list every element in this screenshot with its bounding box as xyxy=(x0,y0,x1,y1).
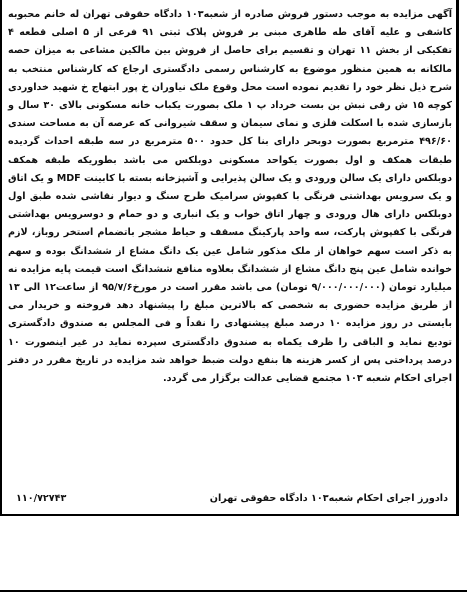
bottom-divider xyxy=(0,590,467,592)
auction-notice-text: آگهی مزایده به موجب دستور فروش صادره از شعبه۱۰۳ دادگاه حقوقی تهران له خانم محبوبه کاشفی و علیه آقای طه طاهری مبنی بر فروش پلاک ثبتی ۹۱ فرعی از ۵ اصلی قطعه ۴ تفکیکی از بخش ۱۱ تهران و تقسیم برای حاصل از فروش بین مالکین مشاعی به میزان حصه مالکانه به همین منظور موضوع به کارشناس رسمی دادگستری ارجاع که کارشناس منتخب به شرح ذیل نظر خود را تقدیم نموده است محل وقوع ملک نیاوران خ پور ابتهاج خ شهید خداوردی کوچه ۱۵ ش رقی نبش بن بست خرداد پ ۱ ملک بصورت یکباب خانه مسکونی بالای ۳۰ سال و بازسازی شده با اسکلت فلزی و نمای سیمان و سقف شیروانی که عرصه آن به مساحت سندی ۴۹۶/۶۰ مترمربع بصورت دوبحر دارای بنا کل حدود ۵۰۰ مترمربع در سه طبقه احداث گردیده طبقات همکف و اول بصورت یکواحد مسکونی دوبلکس می باشد بطوریکه طبقه همکف دوبلکس دارای یک سالن ورودی و یک سالن پذیرایی و آشپزخانه بسته با کابینت MDF و یک اتاق و یک سرویس بهداشتی فرنگی با کفپوش سرامیک طرح سنگ و دیوار نقاشی شده طبق اول دوبلکس دارای هال ورودی و چهار اتاق خواب و یک انباری و دو حمام و دوسرویس بهداشتی فرنگی با کفپوش پارکت، سه واحد پارکینگ مسقف و حیاط مشجر باتضمام استخر روباز، لازم به ذکر است سهم خواهان از ملک مذکور شامل عین یک دانگ مشاع از ششدانگ بوده و سهم خوانده شامل عین پنج دانگ مشاع از ششدانگ بعلاوه منافع ششدانگ است قیمت پایه مزایده نه میلیارد تومان (۹/۰۰۰/۰۰۰/۰۰۰ تومان) می باشد مقرر است در مورخ۹۵/۷/۶ از ساعت۱۲ الی ۱۳ از طریق مزایده حضوری به شخصی که بالاترین مبلغ را پیشنهاد دهد فروخته و خریدار می بایستی در روز مزایده ۱۰ درصد مبلغ پیشنهادی را نقداً و فی المجلس به صندوق دادگستری تودیع نماید و الباقی را ظرف یکماه به صندوق دادگستری سپرده نماید در غیر اینصورت ۱۰ درصد پرداختی پس از کسر هزینه ها بنفع دولت ضبط خواهد شد مزایده در تاریخ مقرر در دفتر اجرای احکام شعبه ۱۰۳ مجتمع قضایی عدالت برگزار می گردد. xyxy=(8,9,453,385)
reference-number: ۱۱۰/۷۲۷۴۳ xyxy=(16,493,67,504)
notice-footer xyxy=(10,490,450,508)
signature-line: دادورز اجرای احکام شعبه۱۰۳ دادگاه حقوقی تهران xyxy=(209,493,448,504)
